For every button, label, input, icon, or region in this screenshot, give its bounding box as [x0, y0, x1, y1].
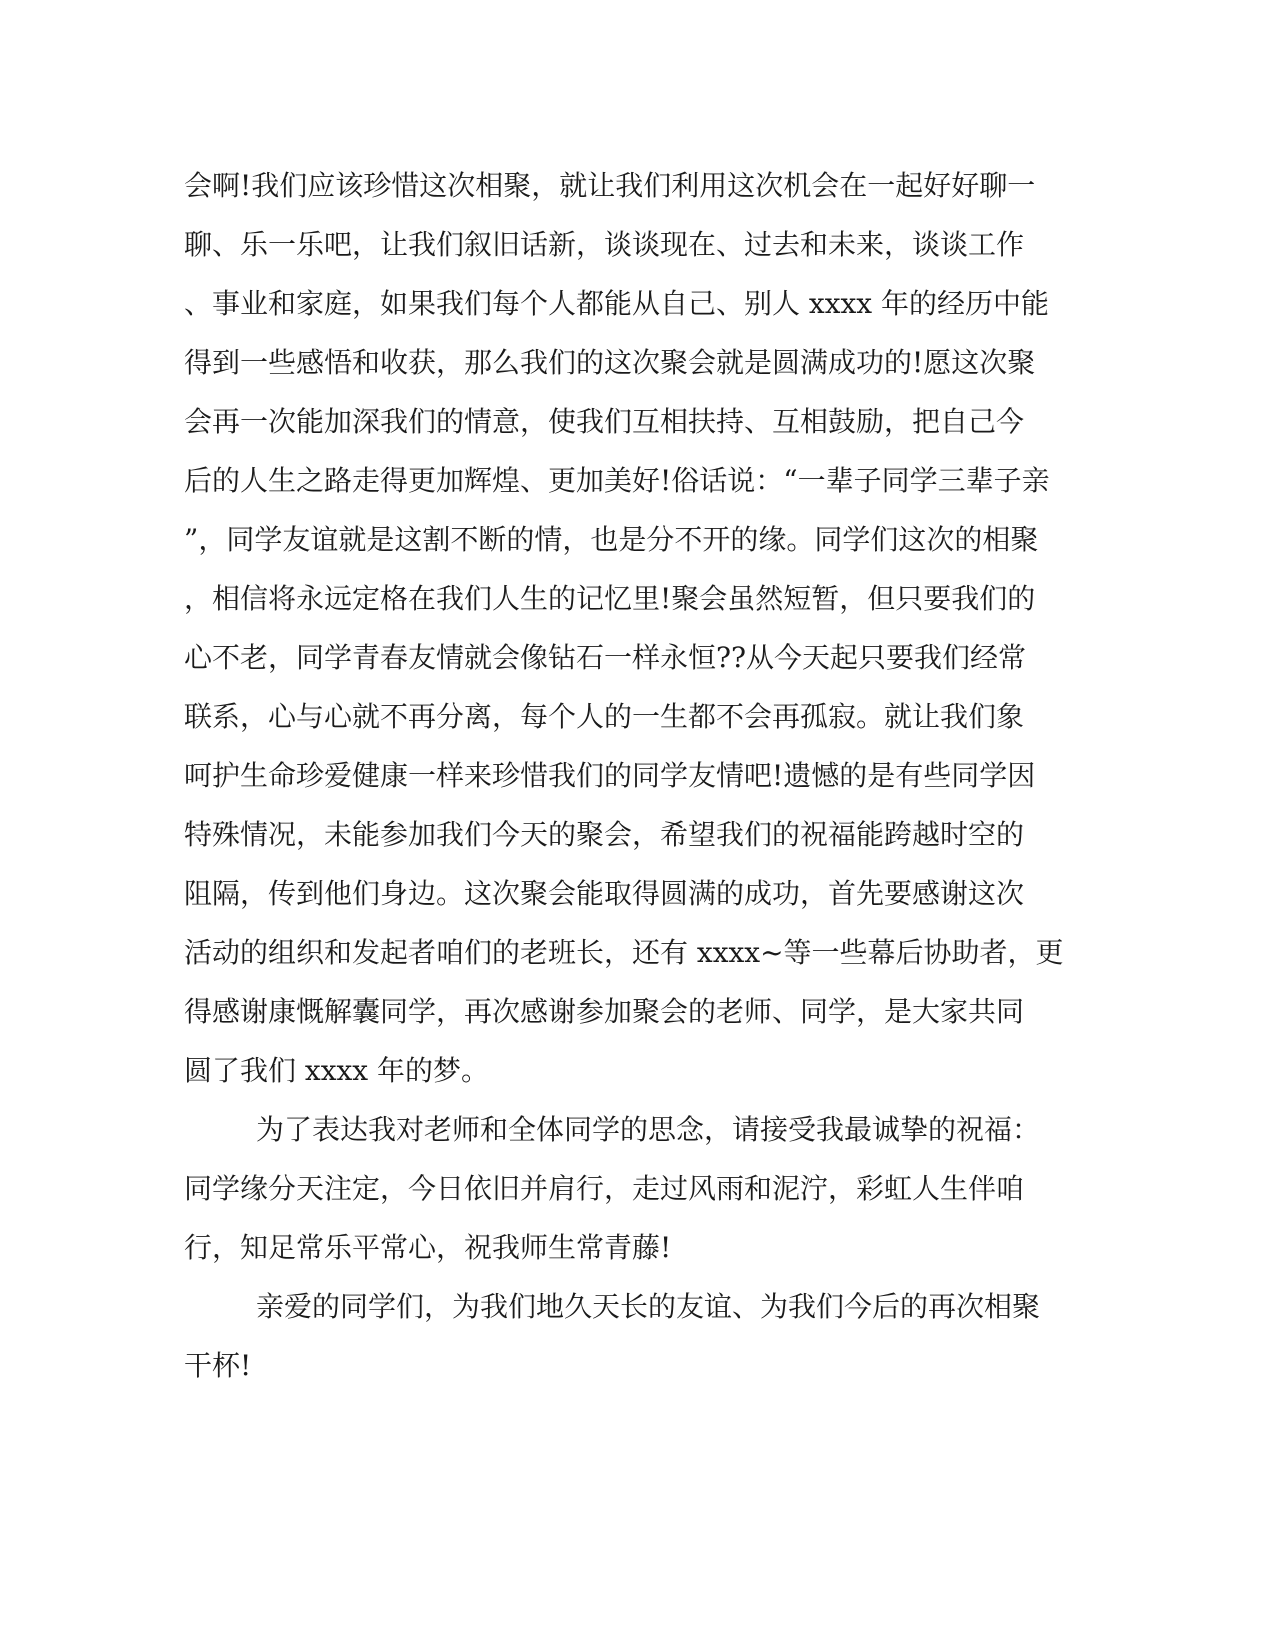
text-line: 得到一些感悟和收获，那么我们的这次聚会就是圆满成功的!愿这次聚 [184, 346, 1036, 379]
text-line: ”，同学友谊就是这割不断的情，也是分不开的缘。同学们这次的相聚 [184, 523, 1039, 556]
text-line: 会再一次能加深我们的情意，使我们互相扶持、互相鼓励，把自己今 [184, 405, 1025, 438]
text-line: 会啊!我们应该珍惜这次相聚，就让我们利用这次机会在一起好好聊一 [184, 169, 1036, 202]
paragraph-start-line: 为了表达我对老师和全体同学的思念，请接受我最诚挚的祝福： [256, 1113, 1041, 1146]
text-line: 干杯! [184, 1349, 252, 1382]
text-line: 得感谢康慨解囊同学，再次感谢参加聚会的老师、同学，是大家共同 [184, 995, 1025, 1028]
text-line: 、事业和家庭，如果我们每个人都能从自己、别人 xxxx 年的经历中能 [184, 287, 1049, 320]
text-line: 呵护生命珍爱健康一样来珍惜我们的同学友情吧!遗憾的是有些同学因 [184, 759, 1036, 792]
text-line: 活动的组织和发起者咱们的老班长，还有 xxxx~等一些幕后协助者，更 [184, 936, 1064, 969]
text-line: 行，知足常乐平常心，祝我师生常青藤! [184, 1231, 672, 1264]
document-body [184, 156, 1084, 1395]
text-line: 联系，心与心就不再分离，每个人的一生都不会再孤寂。就让我们象 [184, 700, 1025, 733]
text-line: 同学缘分天注定，今日依旧并肩行，走过风雨和泥泞，彩虹人生伴咱 [184, 1172, 1025, 1205]
text-line: 特殊情况，未能参加我们今天的聚会，希望我们的祝福能跨越时空的 [184, 818, 1025, 851]
text-line: 圆了我们 xxxx 年的梦。 [184, 1054, 489, 1087]
text-line: 阻隔，传到他们身边。这次聚会能取得圆满的成功，首先要感谢这次 [184, 877, 1025, 910]
text-line: ，相信将永远定格在我们人生的记忆里!聚会虽然短暂，但只要我们的 [184, 582, 1036, 615]
text-line: 聊、乐一乐吧，让我们叙旧话新，谈谈现在、过去和未来，谈谈工作 [184, 228, 1025, 261]
paragraph-start-line: 亲爱的同学们，为我们地久天长的友谊、为我们今后的再次相聚 [256, 1290, 1041, 1323]
text-line: 心不老，同学青春友情就会像钻石一样永恒??从今天起只要我们经常 [184, 641, 1027, 674]
text-line: 后的人生之路走得更加辉煌、更加美好!俗话说：“一辈子同学三辈子亲 [184, 464, 1050, 497]
